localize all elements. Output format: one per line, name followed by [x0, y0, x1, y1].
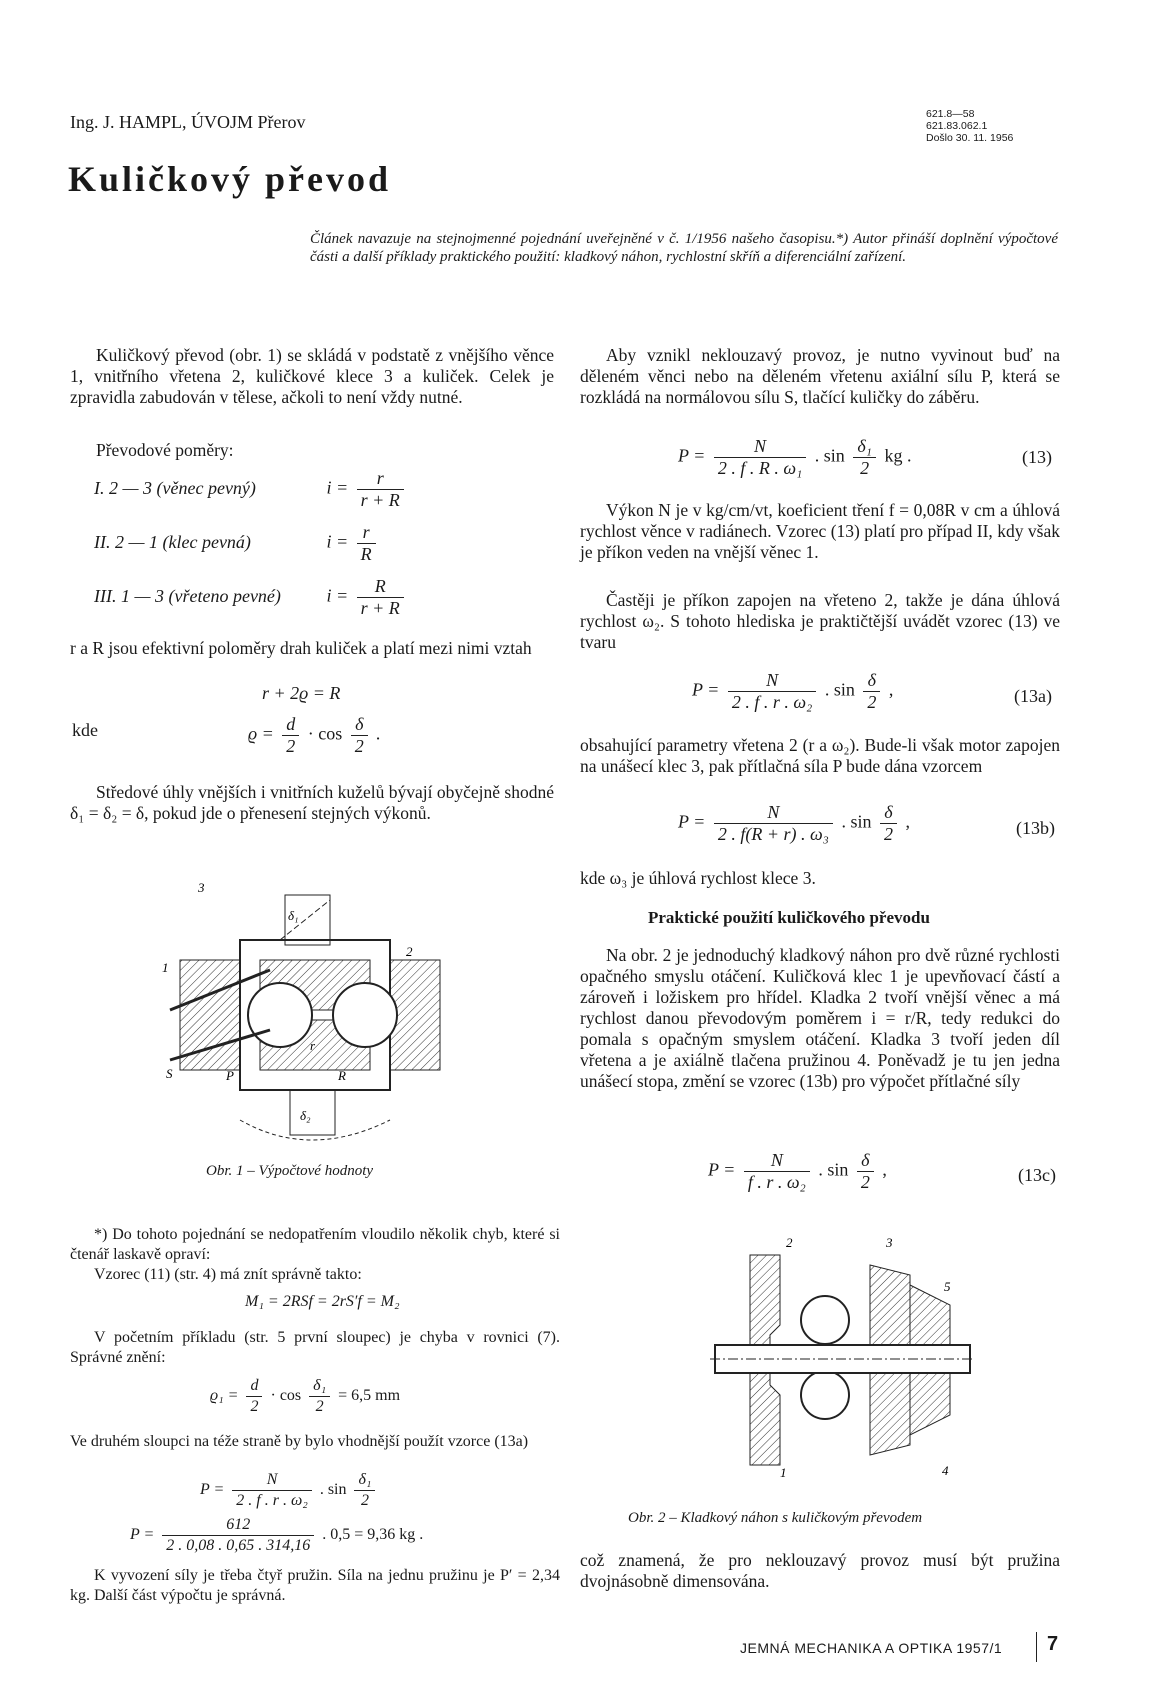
left-intro: Kuličkový převod (obr. 1) se skládá v podstatě z vnějšího věnce 1, vnitřního vřetena 2, kuličkové klece 3 a kuliček. Celek je zpravidla zabudován v tělese, ačkoli to není vždy nutné.	[70, 345, 554, 407]
figure-1	[160, 880, 460, 1160]
radii-equation: r + 2ϱ = R	[262, 683, 341, 703]
ratio-2: II. 2 — 1 (klec pevná) i = $\frac{r}{R}$	[94, 522, 380, 565]
fig2-label-3: 3	[886, 1235, 893, 1250]
footnote-intro: *) Do tohoto pojednání se nedopatřením vloudilo několik chyb, které si čtenář laskavě opraví: Vzorec (11) (str. 4) má znít správně takto:	[70, 1226, 560, 1283]
right-p3: Častěji je příkon zapojen na vřeteno 2, takže je dána úhlová rychlost ω₂. S tohoto hlediska je praktičtější uvádět vzorec (13) ve tvaru	[580, 590, 1060, 652]
right-p1: Aby vznikl neklouzavý provoz, je nutno vyvinout buď na děleném věnci nebo na děleném vřetenu axiální sílu P, která se rozkládá na normálovou sílu S, tlačící kuličky do záběru.	[580, 345, 1060, 407]
eq-number-13c: (13c)	[1018, 1165, 1056, 1185]
journal-footer: JEMNÁ MECHANIKA A OPTIKA 1957/1	[740, 1640, 1003, 1656]
ratio-3: III. 1 — 3 (vřeteno pevné) i = $\frac{R}{r + R}$	[94, 576, 408, 619]
footnote-eq1: M₁ = 2RSf = 2rS′f = M₂	[245, 1293, 400, 1310]
kde-label: kde	[72, 720, 98, 740]
author-line: Ing. J. HAMPL, ÚVOJM Přerov	[70, 112, 306, 132]
right-p5: kde ω₃ je úhlová rychlost klece 3.	[580, 868, 816, 888]
footnote-eq2: ϱ₁ = $\frac{d}{2}$ · cos $\frac{\text{δ₁}}{2}$ = 6,5 mm	[210, 1377, 401, 1415]
article-title: Kuličkový převod	[68, 159, 392, 199]
footnote-p5: K vyvození síly je třeba čtyř pružin. Síla na jednu pružinu je P′ = 2,34 kg. Další část výpočtu je správná.	[70, 1567, 560, 1604]
fig2-label-2: 2	[786, 1235, 793, 1250]
radii-text: r a R jsou efektivní poloměry drah kuliček a platí mezi nimi vztah	[70, 638, 532, 658]
equation-13: P = $\frac{N}{\text{2 . f . R . ω₁}}$ . sin $\frac{\text{δ₁}}{2}$ kg .	[678, 436, 912, 478]
footnote-eq4: P = $\frac{612}{2 . 0,08 . 0,65 . 314,16}$ . 0,5 = 9,36 kg .	[130, 1516, 424, 1554]
page-number: 7	[1047, 1633, 1059, 1655]
fig2-label-4: 4	[942, 1463, 949, 1478]
footnote-p3: V početním příkladu (str. 5 první sloupec) je chyba v rovnici (7). Správné znění:	[70, 1329, 560, 1366]
fig1-label-P: P	[226, 1068, 234, 1083]
fig1-label-delta2: δ₂	[300, 1108, 311, 1123]
figure-2	[710, 1235, 980, 1485]
ratio-1: I. 2 — 3 (věnec pevný) i = $\frac{r}{r + R}$	[94, 468, 408, 511]
footnote-p4: Ve druhém sloupci na téže straně by bylo vhodnější použít vzorce (13a)	[70, 1433, 529, 1450]
eq-number-13a: (13a)	[1014, 686, 1052, 706]
equation-13c: P = $\frac{N}{\text{f . r . ω₂}}$ . sin $\frac{\delta}{2}$ ,	[708, 1150, 887, 1192]
angles-text: Středové úhly vnějších i vnitřních kuželů bývají obyčejně shodné δ₁ = δ₂ = δ, pokud jde o přenesení stejných výkonů.	[70, 782, 554, 823]
fig1-label-R: R	[338, 1068, 346, 1083]
figure-1-caption: Obr. 1 – Výpočtové hodnoty	[206, 1163, 374, 1179]
right-p4: obsahující parametry vřetena 2 (r a ω₂). Bude-li však motor zapojen na unášecí klec 3, pak přítlačná síla P bude dána vzorcem	[580, 735, 1060, 776]
equation-13b: P = $\frac{N}{\text{2 . f(R + r) . ω₃}}$ . sin $\frac{\delta}{2}$ ,	[678, 802, 910, 844]
equation-13a: P = $\frac{N}{\text{2 . f . r . ω₂}}$ . sin $\frac{\delta}{2}$ ,	[692, 670, 894, 712]
udc-codes: 621.8—58 621.83.062.1 Došlo 30. 11. 1956	[926, 108, 1014, 144]
fig1-label-2: 2	[406, 944, 413, 959]
abstract: Článek navazuje na stejnojmenné pojednání uveřejněné v č. 1/1956 našeho časopisu.*) Autor přináší doplnění výpočtové části a další příklady praktického použití: kladkový náhon, rychlostní skříň a diferenciální zařízení.	[310, 231, 1058, 265]
footer-divider	[1036, 1632, 1037, 1662]
fig1-label-S: S	[166, 1066, 173, 1081]
fig1-label-r: r	[310, 1038, 316, 1053]
fig1-label-3: 3	[198, 880, 205, 895]
eq-number-13: (13)	[1022, 447, 1052, 467]
fig1-label-delta1: δ₁	[288, 908, 299, 923]
right-p7: což znamená, že pro neklouzavý provoz musí být pružina dvojnásobně dimensována.	[580, 1550, 1060, 1591]
right-p2: Výkon N je v kg/cm/vt, koeficient tření f = 0,08R v cm a úhlová rychlost věnce v radiánech. Vzorec (13) platí pro případ II, kdy však je příkon veden na vnější věnec 1.	[580, 500, 1060, 562]
eq-number-13b: (13b)	[1016, 818, 1055, 838]
right-p6: Na obr. 2 je jednoduchý kladkový náhon pro dvě různé rychlosti opačného smyslu otáčení. Kuličková klec 1 je upevňovací částí a zároveň i ložiskem pro hřídel. Kladka 2 tvoří vnější věnec a má rychlost danou převodovým poměrem i = r/R, tedy redukci do pomala s opačným smyslem otáčení. Kladka 3 tvoří jeden díl vřetena a je axiálně tlačena pružinou 4. Poněvadž je tu jen jedna unášecí stopa, změní se vzorec (13b) pro výpočet přítlačné síly	[580, 945, 1060, 1091]
fig2-label-1: 1	[780, 1465, 787, 1480]
footnote-eq3: P = $\frac{N}{\text{2 . f . r . ω₂}}$ . sin $\frac{\text{δ₁}}{2}$	[200, 1470, 379, 1511]
ratios-heading: Převodové poměry:	[96, 440, 234, 460]
rho-equation: ϱ = $\frac{d}{2}$ · cos $\frac{\delta}{2}$ .	[248, 714, 381, 756]
fig2-label-5: 5	[944, 1279, 951, 1294]
section-heading: Praktické použití kuličkového převodu	[648, 908, 930, 927]
fig1-label-1: 1	[162, 960, 169, 975]
figure-2-caption: Obr. 2 – Kladkový náhon s kuličkovým převodem	[628, 1510, 923, 1526]
